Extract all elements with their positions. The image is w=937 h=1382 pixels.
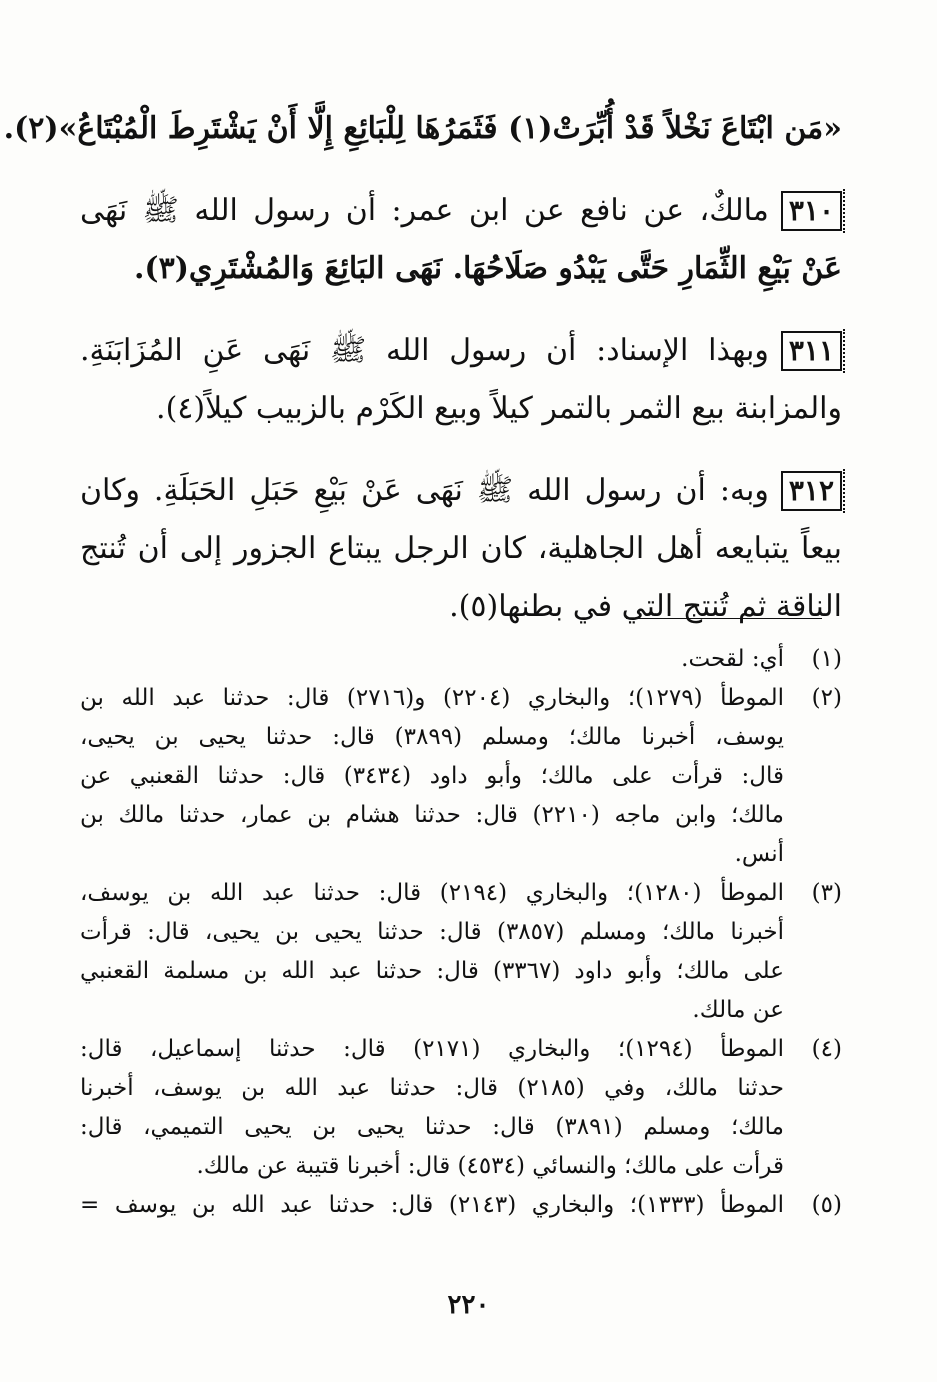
- footnote-line: قرأت على مالك؛ والنسائي (٤٥٣٤) قال: أخبرنا قتيبة عن مالك.: [196, 1153, 784, 1179]
- footnote-line: الموطأ (١٣٣٣)؛ والبخاري (٢١٤٣) قال: حدثنا عبد الله بن يوسف =: [80, 1192, 784, 1218]
- footnote-number: (١): [811, 646, 842, 672]
- hadith-number-box: ٣١٠: [781, 191, 842, 231]
- footnote-4: [80, 1030, 842, 1186]
- text-line-content: وبه: أن رسول الله ﷺ نَهَى عَنْ بَيْعِ حَبَلِ الحَبَلَةِ. وكان: [80, 473, 769, 508]
- footnote-line: الموطأ (١٢٨٠)؛ والبخاري (٢١٩٤) قال: حدثنا عبد الله بن يوسف،: [80, 880, 784, 906]
- text-line: [80, 322, 842, 380]
- footnote-line: أخبرنا مالك؛ ومسلم (٣٨٥٧) قال: حدثنا يحيى بن يحيى، قال: قرأت: [80, 919, 784, 945]
- page-number: ٢٢٠: [447, 1290, 490, 1320]
- footnote-divider: [626, 618, 822, 619]
- paragraph-310: [80, 182, 842, 298]
- hadith-number-box: ٣١٢: [781, 471, 842, 511]
- footnote-number: (٢): [811, 685, 842, 711]
- text-line: عَنْ بَيْعِ الثِّمَارِ حَتَّى يَبْدُو صَلَاحُهَا. نَهَى البَائِعَ وَالمُشْتَرِي(٣).: [133, 251, 842, 286]
- footnote-line: الموطأ (١٢٩٤)؛ والبخاري (٢١٧١) قال: حدثنا إسماعيل، قال:: [80, 1036, 784, 1062]
- hadith-number-box: ٣١١: [781, 331, 842, 371]
- footnote-line: على مالك؛ وأبو داود (٣٣٦٧) قال: حدثنا عبد الله بن مسلمة القعنبي: [80, 958, 784, 984]
- footnote-line: حدثنا مالك، وفي (٢١٨٥) قال: حدثنا عبد الله بن يوسف، أخبرنا: [80, 1075, 784, 1101]
- text-line: بيعاً يتبايعه أهل الجاهلية، كان الرجل يبتاع الجزور إلى أن تُنتج: [80, 531, 842, 566]
- footnote-number: (٤): [811, 1036, 842, 1062]
- text-line: «مَن ابْتَاعَ نَخْلاً قَدْ أُبِّرَتْ(١) فَثَمَرُهَا لِلْبَائِعِ إِلَّا أَنْ يَشْتَرِطَ الْمُبْتَاعُ»(٢).: [3, 111, 842, 146]
- footnotes: [80, 640, 842, 1225]
- text-line: [80, 462, 842, 520]
- text-line-content: وبهذا الإسناد: أن رسول الله ﷺ نَهَى عَنِ المُزَابَنَةِ.: [80, 333, 769, 368]
- footnote-5: [80, 1186, 842, 1225]
- text-line-content: مالكٌ، عن نافع عن ابن عمر: أن رسول الله ﷺ نَهَى: [80, 193, 769, 228]
- paragraph-hadith-intro: [3, 100, 842, 158]
- footnote-2: [80, 679, 842, 874]
- footnote-line: عن مالك.: [692, 997, 784, 1023]
- footnote-line: أي: لقحت.: [681, 646, 784, 672]
- footnote-number: (٣): [811, 880, 842, 906]
- text-line: [80, 182, 842, 240]
- footnote-line: أنس.: [734, 841, 784, 867]
- footnote-line: يوسف، أخبرنا مالك؛ ومسلم (٣٨٩٩) قال: حدثنا يحيى بن يحيى،: [80, 724, 784, 750]
- footnote-3: [80, 874, 842, 1030]
- paragraph-311: [80, 322, 842, 438]
- footnote-line: قال: قرأت على مالك؛ وأبو داود (٣٤٣٤) قال: حدثنا القعنبي عن: [80, 763, 784, 789]
- footnote-1: [80, 640, 842, 679]
- text-line: والمزابنة بيع الثمر بالتمر كيلاً وبيع الكَرْم بالزبيب كيلاً(٤).: [156, 391, 842, 426]
- paragraph-312: [80, 462, 842, 636]
- footnote-line: مالك؛ وابن ماجه (٢٢١٠) قال: حدثنا هشام بن عمار، حدثنا مالك بن: [80, 802, 784, 828]
- footnote-line: الموطأ (١٢٧٩)؛ والبخاري (٢٢٠٤) و(٢٧١٦) قال: حدثنا عبد الله بن: [80, 685, 784, 711]
- text-line: الناقة ثم تُنتج التي في بطنها(٥).: [449, 589, 842, 624]
- footnote-line: مالك؛ ومسلم (٣٨٩١) قال: حدثنا يحيى بن يحيى التميمي، قال:: [80, 1114, 784, 1140]
- footnote-number: (٥): [811, 1192, 842, 1218]
- main-text: [3, 100, 842, 660]
